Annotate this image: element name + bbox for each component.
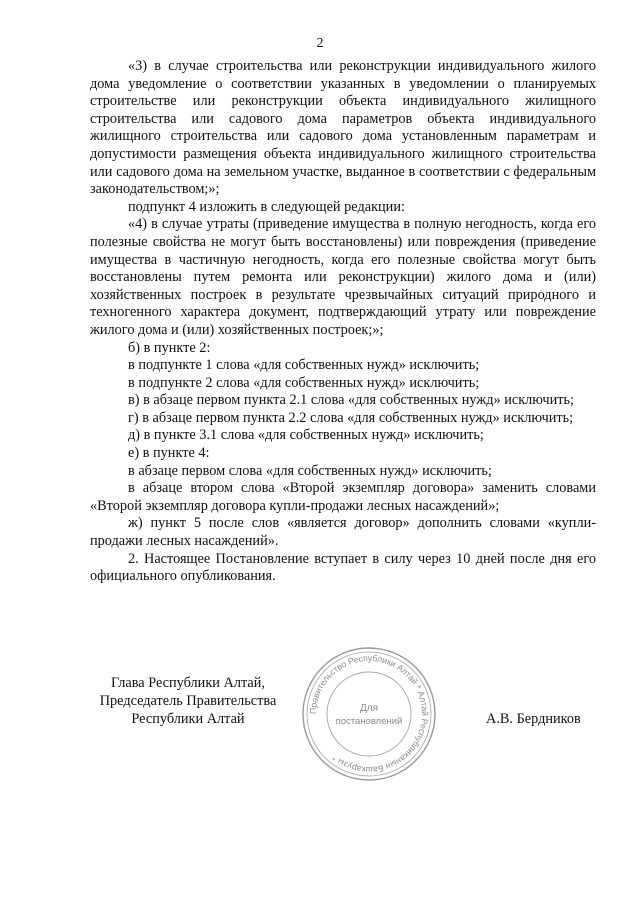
- paragraph-zh: ж) пункт 5 после слов «является договор» дополнить словами «купли-продажи лесных насаждений».: [90, 515, 596, 550]
- paragraph-v: в) в абзаце первом пункта 2.1 слова «для собственных нужд» исключить;: [128, 392, 574, 409]
- seal-outer-text: Правительство Республики Алтай * Алтай Республиканын Башкарузы *: [307, 652, 431, 776]
- official-seal: [300, 645, 438, 783]
- signatory-name: А.В. Бердников: [486, 711, 581, 727]
- paragraph-b: б) в пункте 2:: [128, 339, 211, 356]
- paragraph-e-2: в абзаце втором слова «Второй экземпляр договора» заменить словами «Второй экземпляр договора купли-продажи лесных насаждений»;: [90, 480, 596, 514]
- paragraph-item-4: «4) в случае утраты (приведение имущества в полную негодность, когда его полезные свойства не могут быть восстановлены) или повреждения (приведение имущества в частичную негодность, когда его полезные свойства могут быть восстановлены путем ремонта или реконструкции) жилого дома и (или) хозяйственных построек в результате чрезвычайных ситуаций природного и техногенного характера документ, подтверждающий утрату или повреждение жилого дома и (или) хозяйственных построек;»;: [90, 216, 596, 338]
- paragraph-e: е) в пункте 4:: [128, 445, 210, 462]
- seal-inner-line-1: Для: [359, 703, 379, 714]
- paragraph-g: г) в абзаце первом пункта 2.2 слова «для собственных нужд» исключить;: [128, 409, 574, 426]
- signatory-title: [88, 674, 288, 728]
- seal-inner-line-2: постановлений: [335, 716, 403, 727]
- paragraph-b-2: в подпункте 2 слова «для собственных нужд» исключить;: [128, 374, 480, 391]
- signatory-title-line-1: Глава Республики Алтай,: [111, 675, 265, 691]
- page-number: 2: [316, 36, 324, 51]
- document-body: [90, 58, 596, 586]
- paragraph-d: д) в пункте 3.1 слова «для собственных нужд» исключить;: [128, 427, 484, 444]
- paragraph-e-1: в абзаце первом слова «для собственных нужд» исключить;: [128, 462, 492, 479]
- paragraph-b-1: в подпункте 1 слова «для собственных нужд» исключить;: [128, 357, 480, 374]
- signatory-title-line-3: Республики Алтай: [131, 711, 245, 727]
- paragraph-subpoint-4-intro: подпункт 4 изложить в следующей редакции:: [128, 198, 405, 215]
- signatory-title-line-2: Председатель Правительства: [99, 693, 277, 709]
- paragraph-effective-date: 2. Настоящее Постановление вступает в силу через 10 дней после дня его официального опубликования.: [90, 550, 596, 585]
- paragraph-item-3: «3) в случае строительства или реконструкции индивидуального жилого дома уведомление о соответствии указанных в уведомлении о планируемых строительстве или реконструкции объекта индивидуального жилищного строительства или садового дома параметров объекта индивидуального жилищного строительства или садового дома установленным параметрам и допустимости размещения объекта индивидуального жилищного строительства или садового дома на земельном участке, выданное в соответствии с федеральным законодательством;»;: [90, 58, 596, 198]
